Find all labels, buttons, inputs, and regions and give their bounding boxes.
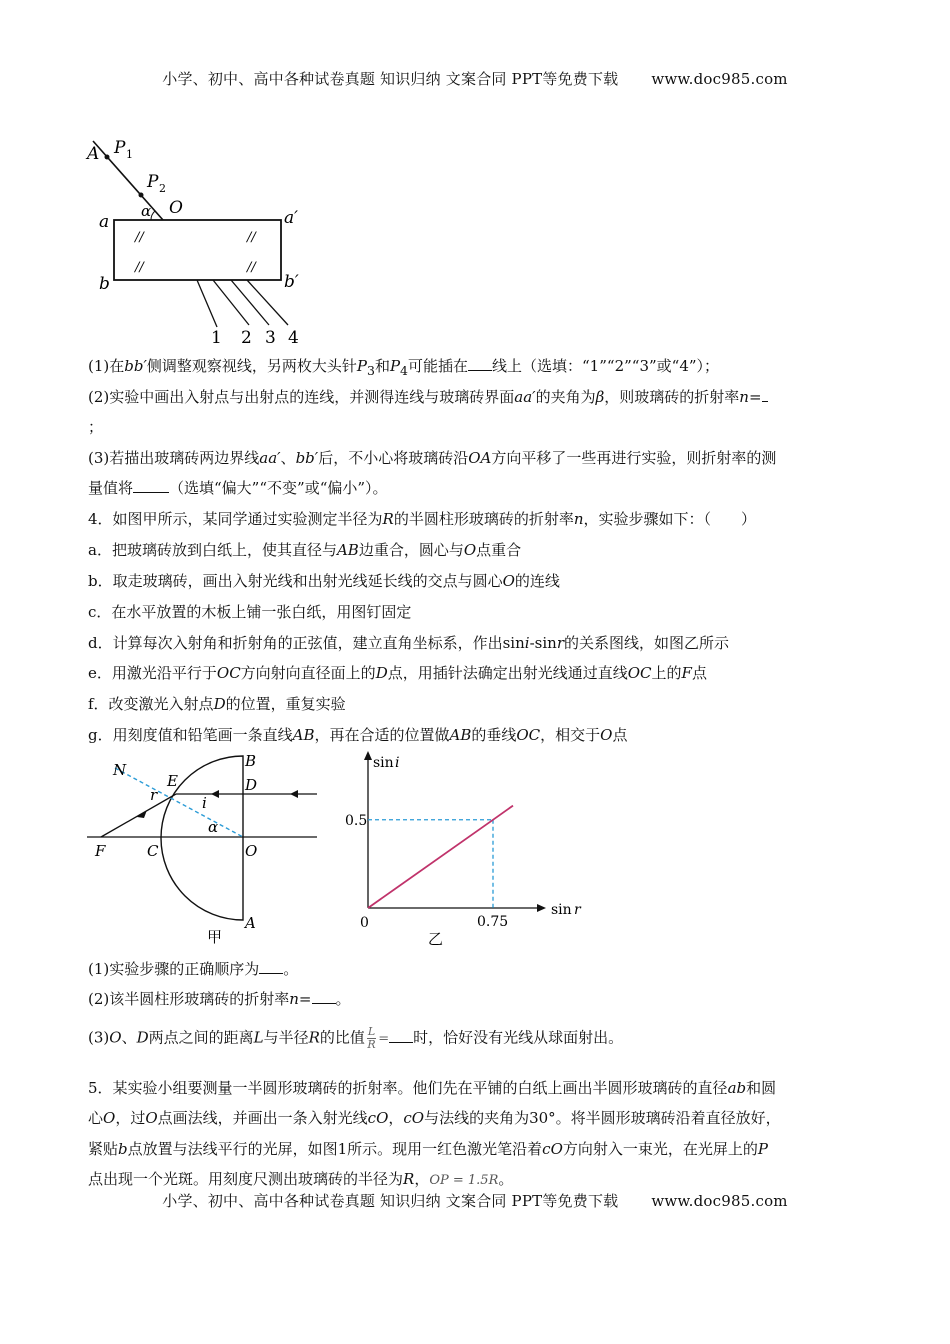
q4-step-d: d．计算每次入射角和折射角的正弦值，建立直角坐标系，作出sini-sinr的关系图线，如图乙所示 <box>88 634 729 652</box>
equation-OP: OP = 1.5R <box>429 1173 499 1188</box>
q4-step-e: e．用激光沿平行于OC方向射向直径面上的D点，用插针法确定出射光线通过直线OC上的F点 <box>88 664 707 682</box>
q5-line4: 点出现一个光斑。用刻度尺测出玻璃砖的半径为R，OP = 1.5R。 <box>88 1170 514 1188</box>
ray-number-3: 3 <box>265 328 276 348</box>
q4-step-g: g．用刻度值和铅笔画一条直线AB，再在合适的位置做AB的垂线OC，相交于O点 <box>88 726 628 744</box>
x-axis-label-prefix: sin <box>551 902 572 918</box>
y-axis-label-prefix: sin <box>373 755 394 771</box>
pin-p1 <box>105 155 110 160</box>
glass-mark: // <box>135 260 144 275</box>
q3-part3: (3)若描出玻璃砖两边界线aa′、bb′后，不小心将玻璃砖沿OA方向平移了一些再进行实验，则折射率的测 <box>88 449 777 467</box>
label-P2: P <box>147 172 159 192</box>
glass-mark: // <box>247 230 256 245</box>
answer-blank[interactable] <box>389 1028 413 1043</box>
label-D: D <box>245 776 258 794</box>
q3-part1: (1)在bb′侧调整观察视线，另两枚大头针$P_3$和$P_4$可能插在 线上（选填：“1”“2”“3”或“4”）； <box>88 357 720 378</box>
glass-mark: // <box>247 260 256 275</box>
exit-ray-2 <box>213 280 249 325</box>
label-i: i <box>202 794 207 812</box>
label-F: F <box>95 842 106 860</box>
q5-line1: 5．某实验小组要测量一半圆形玻璃砖的折射率。他们先在平铺的白纸上画出半圆形玻璃砖的直径ab和圆 <box>88 1079 777 1097</box>
caption-yi: 乙 <box>428 930 444 948</box>
exit-ray-3 <box>231 280 269 325</box>
label-r: r <box>150 786 158 804</box>
footer-site: www.doc985.com <box>651 1192 788 1210</box>
answer-blank[interactable] <box>468 356 492 371</box>
label-O: O <box>169 198 183 218</box>
q3-part2: (2)实验中画出入射点与出射点的连线，并测得连线与玻璃砖界面aa′的夹角为β，则玻璃砖的折射率n= <box>88 386 860 408</box>
arrow-head-inside <box>211 790 219 798</box>
label-P1: P <box>114 138 126 158</box>
q4-stem: 4．如图甲所示，某同学通过实验测定半径为R的半圆柱形玻璃砖的折射率n，实验步骤如下：（ ） <box>88 510 757 528</box>
header-text: 小学、初中、高中各种试卷真题 知识归纳 文案合同 PPT等免费下载 <box>162 70 619 88</box>
q4-step-f: f．改变激光入射点D的位置，重复实验 <box>88 695 346 713</box>
label-P2-sub: 2 <box>159 182 166 195</box>
footer-text: 小学、初中、高中各种试卷真题 知识归纳 文案合同 PPT等免费下载 <box>162 1192 619 1210</box>
q4-step-b: b．取走玻璃砖，画出入射光线和出射光线延长线的交点与圆心O的连线 <box>88 572 560 590</box>
answer-blank[interactable] <box>259 959 283 974</box>
x-axis-arrow <box>537 904 546 912</box>
answer-blank[interactable] <box>762 387 768 402</box>
ray-number-4: 4 <box>288 328 299 348</box>
y-tick-label: 0.5 <box>345 812 368 829</box>
q3-part3-cont: 量值将 （选填“偏大”“不变”或“偏小”）。 <box>88 479 388 497</box>
label-b: b <box>99 274 110 294</box>
figure-jia-semicircle <box>85 752 325 947</box>
page-footer <box>0 1190 950 1211</box>
y-axis-arrow <box>364 751 372 760</box>
q4-sub3: (3)O、D两点之间的距离L与半径R的比值 $\frac{L}{R}$ = 时，恰好没有光线从球面射出。 <box>88 1025 624 1051</box>
label-b-prime: b′ <box>284 272 299 292</box>
label-A-jia: A <box>245 914 256 932</box>
exit-ray-1 <box>197 280 217 327</box>
page-header <box>0 68 950 89</box>
label-a: a <box>99 212 110 232</box>
origin-label: 0 <box>360 915 369 931</box>
normal-NO-dashed <box>115 768 243 837</box>
exit-ray-4 <box>247 280 288 325</box>
x-axis-label-var: r <box>574 902 581 918</box>
fraction-L-over-R: $\frac{L}{R}$ <box>367 1025 376 1051</box>
label-alpha-jia: α <box>208 818 219 836</box>
angle-arc-alpha <box>151 211 155 220</box>
arrow-head-exit <box>137 810 147 818</box>
q4-step-c: c．在水平放置的木板上铺一张白纸，用图钉固定 <box>88 603 412 621</box>
q4-step-a: a．把玻璃砖放到白纸上，使其直径与AB边重合，圆心与O点重合 <box>88 541 522 559</box>
arrow-head-incident <box>290 790 298 798</box>
figure-glass-block <box>85 135 325 350</box>
q5-line2: 心O，过O点画法线，并画出一条入射光线cO，cO与法线的夹角为30°。将半圆形玻璃砖沿着直径放好， <box>88 1109 781 1127</box>
label-alpha: α <box>141 202 152 220</box>
header-site: www.doc985.com <box>651 70 788 88</box>
q3-part2-end: ； <box>88 418 104 436</box>
label-C: C <box>147 842 159 860</box>
figure-yi-chart <box>345 748 590 948</box>
glass-mark: // <box>135 230 144 245</box>
ray-number-1: 1 <box>211 328 222 348</box>
answer-blank[interactable] <box>133 478 169 493</box>
answer-blank[interactable] <box>312 989 336 1004</box>
series-line-sini-sinr <box>368 806 513 908</box>
label-O-jia: O <box>245 842 258 860</box>
q5-line3: 紧贴b点放置与法线平行的光屏，如图1所示。现用一红色激光笔沿着cO方向射入一束光，在光屏上的P <box>88 1140 768 1158</box>
ray-number-2: 2 <box>241 328 252 348</box>
label-N: N <box>113 761 127 779</box>
x-tick-label: 0.75 <box>477 914 509 930</box>
pin-p2 <box>139 193 144 198</box>
label-A: A <box>87 144 100 164</box>
label-a-prime: a′ <box>284 208 298 228</box>
label-P1-sub: 1 <box>126 148 133 161</box>
y-axis-label-var: i <box>395 755 400 771</box>
q4-sub2: (2)该半圆柱形玻璃砖的折射率n= 。 <box>88 990 351 1008</box>
caption-jia: 甲 <box>207 928 223 946</box>
label-E: E <box>167 772 178 790</box>
q4-sub1: (1)实验步骤的正确顺序为 。 <box>88 960 299 978</box>
label-B: B <box>245 752 257 770</box>
